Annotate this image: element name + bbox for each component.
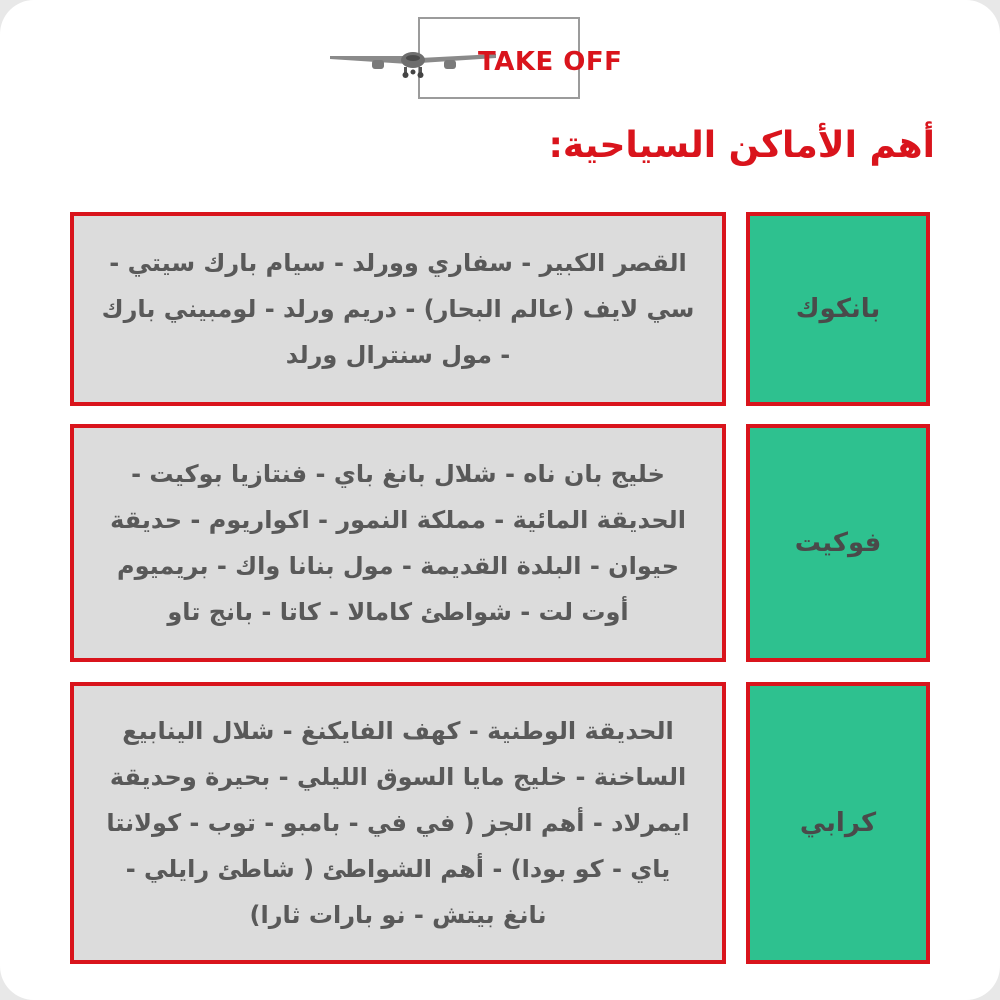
places-box-krabi <box>70 682 726 964</box>
places-text: القصر الكبير - سفاري وورلد - سيام بارك سيتي - سي لايف (عالم البحار) - دريم ورلد - لومبيني بارك - مول سنترال ورلد <box>101 249 695 369</box>
page-title: أهم الأماكن السياحية: <box>548 125 935 166</box>
city-box-phuket <box>746 424 930 662</box>
city-name: كرابي <box>799 808 877 838</box>
places-box-bangkok <box>70 212 726 406</box>
places-box-phuket <box>70 424 726 662</box>
city-name: بانكوك <box>795 294 881 324</box>
city-name: فوكيت <box>794 528 882 558</box>
places-text: الحديقة الوطنية - كهف الفايكنغ - شلال الينابيع الساخنة - خليج مايا السوق الليلي - بحيرة وحديقة ايمرلاد - أهم الجز ( في في - بامبو - توب - كولانتا ياي - كو بودا) - أهم الشواطئ ( شاطئ رايلي - نانغ بيتش - نو بارات ثارا) <box>106 717 690 929</box>
city-box-krabi <box>746 682 930 964</box>
airplane-icon <box>328 42 498 82</box>
places-text: خليج بان ناه - شلال بانغ باي - فنتازيا بوكيت - الحديقة المائية - مملكة النمور - اكواريوم - حديقة حيوان - البلدة القديمة - مول بنانا واك - بريميوم أوت لت - شواطئ كامالا - كاتا - بانج تاو <box>110 460 686 626</box>
logo-text: TAKE OFF <box>478 47 623 77</box>
city-box-bangkok <box>746 212 930 406</box>
